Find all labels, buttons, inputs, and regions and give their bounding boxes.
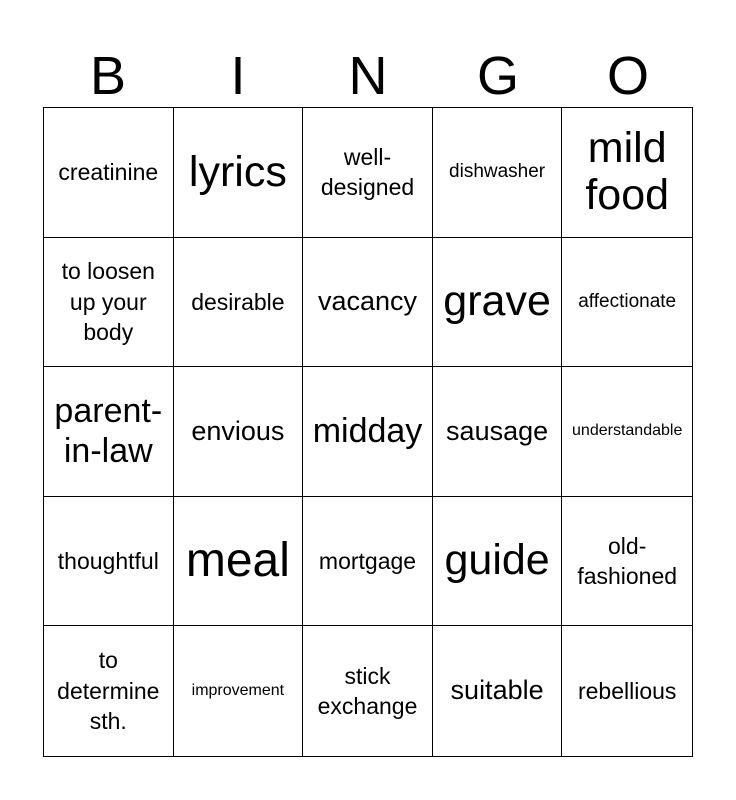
header-letter-b: B	[89, 46, 127, 106]
cell-text: parent- in-law	[54, 391, 163, 471]
bingo-cell-r5c2[interactable]	[174, 626, 304, 756]
bingo-header	[43, 45, 693, 107]
bingo-cell-r4c1[interactable]	[44, 497, 174, 627]
bingo-cell-r4c3[interactable]	[303, 497, 433, 627]
bingo-cell-r2c5[interactable]	[562, 238, 692, 368]
bingo-cell-r4c4[interactable]	[433, 497, 563, 627]
cell-text: midday	[312, 412, 423, 451]
cell-text: lyrics	[188, 147, 287, 196]
cell-text: meal	[185, 533, 290, 587]
cell-text: rebellious	[577, 677, 677, 704]
bingo-cell-r1c3[interactable]	[303, 108, 433, 238]
cell-text: envious	[191, 415, 285, 446]
bingo-cell-r2c3[interactable]	[303, 238, 433, 368]
cell-text: dishwasher	[449, 161, 546, 183]
cell-text: to loosen up your body	[61, 258, 155, 346]
cell-text: mild food	[585, 124, 670, 220]
bingo-cell-r3c3[interactable]	[303, 367, 433, 497]
bingo-cell-r5c5[interactable]	[562, 626, 692, 756]
bingo-cell-r4c5[interactable]	[562, 497, 692, 627]
cell-text: sausage	[446, 415, 549, 446]
bingo-cell-r1c2[interactable]	[174, 108, 304, 238]
cell-text: mortgage	[318, 547, 417, 574]
cell-text: vacancy	[317, 286, 418, 317]
cell-text: thoughtful	[57, 547, 159, 574]
bingo-cell-r5c3[interactable]	[303, 626, 433, 756]
cell-text: improvement	[191, 681, 285, 699]
cell-text: suitable	[450, 675, 544, 706]
bingo-cell-r5c4[interactable]	[433, 626, 563, 756]
header-letter-n: N	[348, 46, 388, 106]
cell-text: creatinine	[58, 159, 159, 185]
bingo-cell-r1c5[interactable]	[562, 108, 692, 238]
bingo-cell-r2c1[interactable]	[44, 238, 174, 368]
header-letter-g: G	[476, 46, 519, 106]
cell-text: affectionate	[578, 291, 677, 313]
bingo-cell-r4c2[interactable]	[174, 497, 304, 627]
bingo-cell-r3c2[interactable]	[174, 367, 304, 497]
bingo-cell-r2c4[interactable]	[433, 238, 563, 368]
cell-text: guide	[444, 536, 550, 585]
cell-text: to determine sth.	[57, 647, 160, 735]
header-letter-o: O	[606, 46, 649, 106]
bingo-cell-r3c4[interactable]	[433, 367, 563, 497]
bingo-cell-r2c2[interactable]	[174, 238, 304, 368]
bingo-cell-r3c1[interactable]	[44, 367, 174, 497]
bingo-cell-r5c1[interactable]	[44, 626, 174, 756]
cell-text: stick exchange	[317, 662, 418, 720]
header-letter-i: I	[230, 46, 246, 106]
cell-text: understandable	[572, 422, 683, 440]
cell-text: desirable	[191, 288, 285, 315]
cell-text: well- designed	[320, 143, 415, 201]
bingo-cell-r1c4[interactable]	[433, 108, 563, 238]
cell-text: old- fashioned	[577, 532, 678, 590]
cell-text: grave	[443, 277, 551, 326]
bingo-cell-r3c5[interactable]	[562, 367, 692, 497]
bingo-board	[43, 107, 693, 757]
bingo-cell-r1c1[interactable]	[44, 108, 174, 238]
